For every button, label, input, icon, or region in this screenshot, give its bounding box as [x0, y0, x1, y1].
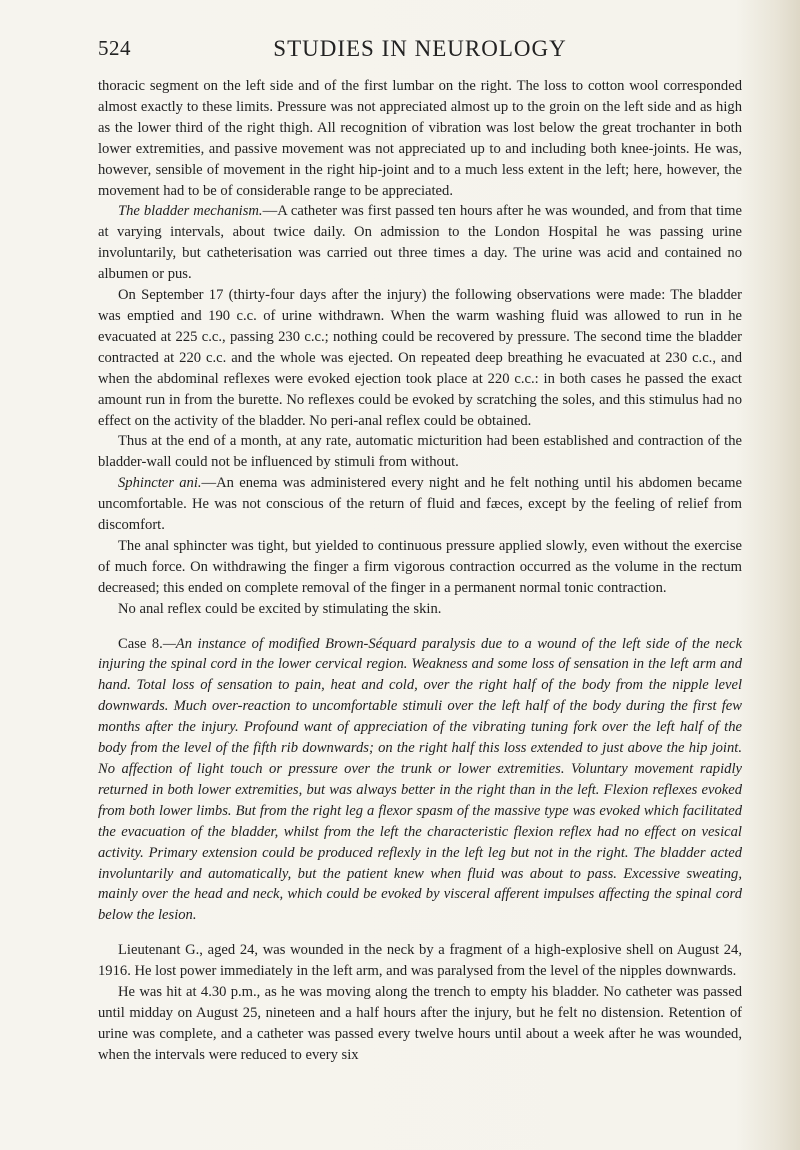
paragraph: He was hit at 4.30 p.m., as he was moving along the trench to empty his bladder. No catheter was passed until midday on August 25, nineteen and a half hours after the injury, but he felt no distension. Retention of urine was complete, and a catheter was passed every twelve hours until about a week after he was wounded, when the intervals were reduced to every six [98, 984, 742, 1063]
paragraph: Thus at the end of a month, at any rate, automatic micturition had been established and contraction of the bladder-wall could not be influenced by stimuli from without. [98, 433, 742, 471]
paragraph: No anal reflex could be excited by stimulating the skin. [118, 600, 442, 617]
case-number: Case 8. [118, 635, 163, 652]
running-head: STUDIES IN NEUROLOGY [273, 36, 567, 61]
page-number: 524 [98, 36, 131, 60]
paragraph: The bladder mechanism.—A catheter was first passed ten hours after he was wounded, and from that time at varying intervals, about twice daily. On admission to the London Hospital he was passing urine involuntarily, but catheterisation was carried out three times a day. The urine was acid and contained no albumen or pus. [98, 203, 742, 283]
page-body [98, 76, 742, 1066]
paragraph: On September 17 (thirty-four days after the injury) the following observations were made: The bladder was emptied and 190 c.c. of urine withdrawn. When the warm washing fluid was allowed to run in he evacuated at 225 c.c., passing 230 c.c.; nothing could be recovered by pressure. The second time the bladder contracted at 220 c.c. and the whole was ejected. On repeated deep breathing he evacuated at 230 c.c., and when the abdominal reflexes were evoked ejection took place at 220 c.c.: in both cases he passed the exact amount run in from the burette. No reflexes could be evoked by scratching the soles, and this stimulus had no effect on the activity of the bladder. No peri-anal reflex could be obtained. [98, 287, 742, 429]
case-summary: Case 8.—An instance of modified Brown-Séquard paralysis due to a wound of the left side of the neck injuring the spinal cord in the lower cervical region. Weakness and some loss of sensation in the left arm and hand. Total loss of sensation to pain, heat and cold, over the right half of the body from the nipple level downwards. Much over-reaction to uncomfortable stimuli over the left half of the body during the first few months after the injury. Profound want of appreciation of the vibrating tuning fork over the left half of the body from the level of the fifth rib downwards; on the right half this loss extended to just above the hip joint. No affection of light touch or pressure over the trunk or lower extremities. Voluntary movement rapidly returned in both lower extremities, but was always better in the right than in the left. Flexion reflexes evoked from both lower limbs. But from the right leg a flexor spasm of the massive type was evoked which facilitated the evacuation of the bladder, whilst from the left the characteristic flexion reflex had no effect on vesical activity. Primary extension could be produced reflexly in the left leg but not in the right. The bladder acted involuntarily and automatically, but the patient knew when fluid was about to pass. Excessive sweating, mainly over the head and neck, which could be evoked by visceral afferent impulses affecting the spinal cord below the lesion. [98, 635, 742, 924]
section-lead: Sphincter ani. [118, 475, 202, 492]
paragraph: Sphincter ani.—An enema was administered every night and he felt nothing until his abdomen became uncomfortable. He was not conscious of the return of fluid and fæces, except by the feeling of relief from discomfort. [98, 475, 742, 534]
paragraph: The anal sphincter was tight, but yielded to continuous pressure applied slowly, even without the exercise of much force. On withdrawing the finger a firm vigorous contraction occurred as the volume in the rectum decreased; this ended on complete removal of the finger in a permanent normal tonic contraction. [98, 537, 742, 596]
page-header [98, 36, 742, 66]
paragraph: thoracic segment on the left side and of the first lumbar on the right. The loss to cotton wool corresponded almost exactly to these limits. Pressure was not appreciated almost up to the groin on the left side and as high as the lower third of the right thigh. All recognition of vibration was lost below the great trochanter in both lower extremities, and passive movement was not appreciated up to and including both knee-joints. He was, however, sensible of movement in the right hip-joint and to a much less extent in the left; here, however, the movement had to be of considerable range to be appreciated. [98, 78, 742, 199]
section-lead: The bladder mechanism. [118, 203, 263, 220]
paragraph: Lieutenant G., aged 24, was wounded in the neck by a fragment of a high-explosive shell on August 24, 1916. He lost power immediately in the left arm, and was paralysed from the level of the nipples downwards. [98, 942, 742, 980]
